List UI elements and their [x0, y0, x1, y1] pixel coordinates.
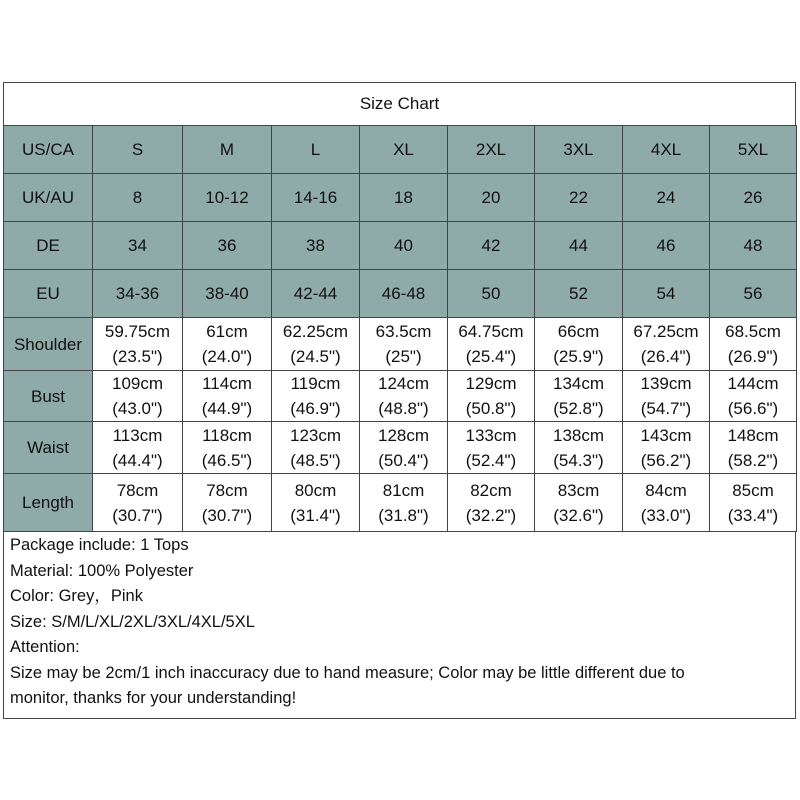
cm-value: 66cm [557, 322, 600, 341]
cm-value: 148cm [727, 425, 779, 445]
table-cell [272, 318, 360, 371]
size-chart-panel [3, 82, 796, 719]
table-cell [183, 318, 272, 371]
inch-value: (26.9") [727, 347, 779, 366]
package-note: Package include: 1 Tops [10, 536, 189, 554]
table-cell: 22 [535, 174, 623, 222]
table-row-eu [4, 270, 797, 318]
cm-value: 123cm [289, 425, 342, 445]
inch-value: (54.7") [640, 399, 692, 418]
table-cell [710, 422, 797, 474]
table-cell [448, 474, 535, 532]
cm-value: 80cm [294, 480, 337, 500]
table-cell [183, 371, 272, 422]
table-cell: 38 [272, 222, 360, 270]
table-cell [448, 371, 535, 422]
table-row-bust [4, 371, 797, 422]
inch-value: (25.4") [465, 347, 517, 366]
table-cell [360, 371, 448, 422]
table-cell [183, 474, 272, 532]
table-cell [710, 371, 797, 422]
cm-value: 119cm [290, 374, 341, 393]
row-label-waist: Waist [4, 422, 93, 474]
inch-value: (50.4") [378, 450, 429, 470]
table-cell [710, 318, 797, 371]
table-cell: 3XL [535, 126, 623, 174]
table-cell [535, 474, 623, 532]
inch-value: (58.2") [727, 450, 779, 470]
attention-text-line-2: monitor, thanks for your understanding! [10, 689, 297, 707]
inch-value: (52.8") [553, 399, 604, 418]
inch-value: (44.4") [112, 450, 163, 470]
attention-text-line-1: Size may be 2cm/1 inch inaccuracy due to hand measure; Color may be little different due to [10, 663, 685, 682]
table-cell [535, 371, 623, 422]
cm-value: 82cm [470, 480, 512, 500]
table-cell [623, 318, 710, 371]
table-cell: L [272, 126, 360, 174]
table-cell: 36 [183, 222, 272, 270]
table-cell: 34 [93, 222, 183, 270]
table-cell [710, 474, 797, 532]
table-cell [272, 371, 360, 422]
table-cell [93, 371, 183, 422]
cm-value: 61cm [206, 322, 248, 341]
table-cell [272, 422, 360, 474]
table-cell [360, 422, 448, 474]
inch-value: (26.4") [640, 347, 692, 366]
cm-value: 84cm [645, 480, 687, 500]
inch-value: (30.7") [201, 505, 253, 525]
cm-value: 129cm [465, 374, 517, 393]
inch-value: (46.9") [290, 399, 341, 418]
table-cell [535, 422, 623, 474]
inch-value: (46.5") [201, 450, 253, 470]
inch-value: (44.9") [201, 399, 253, 418]
cm-value: 67.25cm [633, 322, 699, 341]
table-cell: 46-48 [360, 270, 448, 318]
table-cell: 4XL [623, 126, 710, 174]
table-cell: 42 [448, 222, 535, 270]
table-cell [93, 474, 183, 532]
table-cell: 5XL [710, 126, 797, 174]
color-note: Color: Grey，Pink [10, 587, 143, 605]
table-row-waist [4, 422, 797, 474]
inch-value: (30.7") [112, 505, 163, 525]
table-cell [93, 318, 183, 371]
table-cell: 14-16 [272, 174, 360, 222]
table-cell: S [93, 126, 183, 174]
table-cell [93, 422, 183, 474]
inch-value: (48.5") [290, 450, 341, 470]
table-cell [360, 318, 448, 371]
inch-value: (43.0") [112, 399, 163, 418]
table-row-uk-au [4, 174, 797, 222]
cm-value: 124cm [377, 374, 430, 393]
inch-value: (32.2") [465, 505, 517, 525]
size-table [3, 125, 797, 532]
table-row-shoulder [4, 318, 797, 371]
inch-value: (56.6") [727, 399, 779, 418]
inch-value: (23.5") [112, 347, 163, 366]
table-cell: M [183, 126, 272, 174]
table-cell [272, 474, 360, 532]
inch-value: (25.9") [553, 347, 604, 366]
inch-value: (56.2") [640, 450, 692, 470]
cm-value: 68.5cm [725, 322, 781, 341]
cm-value: 109cm [111, 374, 164, 393]
table-cell: 44 [535, 222, 623, 270]
table-cell: 26 [710, 174, 797, 222]
product-notes [10, 533, 790, 712]
row-label-uk-au: UK/AU [4, 174, 93, 222]
inch-value: (48.8") [378, 399, 429, 418]
cm-value: 134cm [552, 374, 605, 393]
table-cell [360, 474, 448, 532]
cm-value: 113cm [112, 425, 163, 445]
table-cell [623, 474, 710, 532]
table-cell: 48 [710, 222, 797, 270]
table-cell [448, 318, 535, 371]
row-label-eu: EU [4, 270, 93, 318]
table-cell [448, 422, 535, 474]
table-cell: 18 [360, 174, 448, 222]
inch-value: (24.0") [201, 347, 253, 366]
row-label-length: Length [4, 474, 93, 532]
cm-value: 81cm [382, 480, 425, 500]
table-cell: 10-12 [183, 174, 272, 222]
cm-value: 138cm [552, 425, 605, 445]
material-note: Material: 100% Polyester [10, 561, 194, 580]
cm-value: 63.5cm [375, 322, 432, 341]
table-cell [623, 371, 710, 422]
table-cell: 52 [535, 270, 623, 318]
inch-value: (31.4") [290, 505, 341, 525]
inch-value: (54.3") [553, 450, 604, 470]
table-cell: 24 [623, 174, 710, 222]
table-row-us-ca [4, 126, 797, 174]
row-label-de: DE [4, 222, 93, 270]
cm-value: 128cm [377, 425, 430, 445]
table-cell [623, 422, 710, 474]
cm-value: 85cm [732, 480, 774, 500]
table-cell: 42-44 [272, 270, 360, 318]
cm-value: 62.25cm [282, 322, 349, 341]
inch-value: (52.4") [465, 450, 517, 470]
table-cell: 46 [623, 222, 710, 270]
cm-value: 83cm [557, 480, 600, 500]
inch-value: (24.5") [290, 347, 341, 366]
table-cell: 2XL [448, 126, 535, 174]
cm-value: 114cm [202, 374, 252, 393]
size-chart-title: Size Chart [4, 83, 795, 126]
table-cell [183, 422, 272, 474]
table-cell: 56 [710, 270, 797, 318]
table-cell [535, 318, 623, 371]
table-cell: 54 [623, 270, 710, 318]
cm-value: 78cm [116, 480, 159, 500]
row-label-shoulder: Shoulder [4, 318, 93, 371]
table-cell: 40 [360, 222, 448, 270]
row-label-bust: Bust [4, 371, 93, 422]
inch-value: (32.6") [553, 505, 604, 525]
cm-value: 139cm [640, 374, 692, 393]
inch-value: (31.8") [378, 505, 429, 525]
inch-value: (33.0") [640, 505, 692, 525]
cm-value: 133cm [465, 425, 517, 445]
table-cell: 20 [448, 174, 535, 222]
inch-value: (25") [385, 347, 422, 366]
cm-value: 59.75cm [104, 322, 171, 341]
attention-heading: Attention: [10, 638, 80, 656]
inch-value: (50.8") [465, 399, 517, 418]
cm-value: 144cm [727, 374, 779, 393]
table-cell: 34-36 [93, 270, 183, 318]
cm-value: 78cm [206, 480, 248, 500]
table-cell: 50 [448, 270, 535, 318]
cm-value: 64.75cm [458, 322, 524, 341]
size-note: Size: S/M/L/XL/2XL/3XL/4XL/5XL [10, 612, 255, 631]
table-cell: 38-40 [183, 270, 272, 318]
table-row-length [4, 474, 797, 532]
table-row-de [4, 222, 797, 270]
inch-value: (33.4") [727, 505, 779, 525]
table-cell: 8 [93, 174, 183, 222]
cm-value: 143cm [640, 425, 692, 445]
table-cell: XL [360, 126, 448, 174]
cm-value: 118cm [202, 425, 252, 445]
row-label-us-ca: US/CA [4, 126, 93, 174]
